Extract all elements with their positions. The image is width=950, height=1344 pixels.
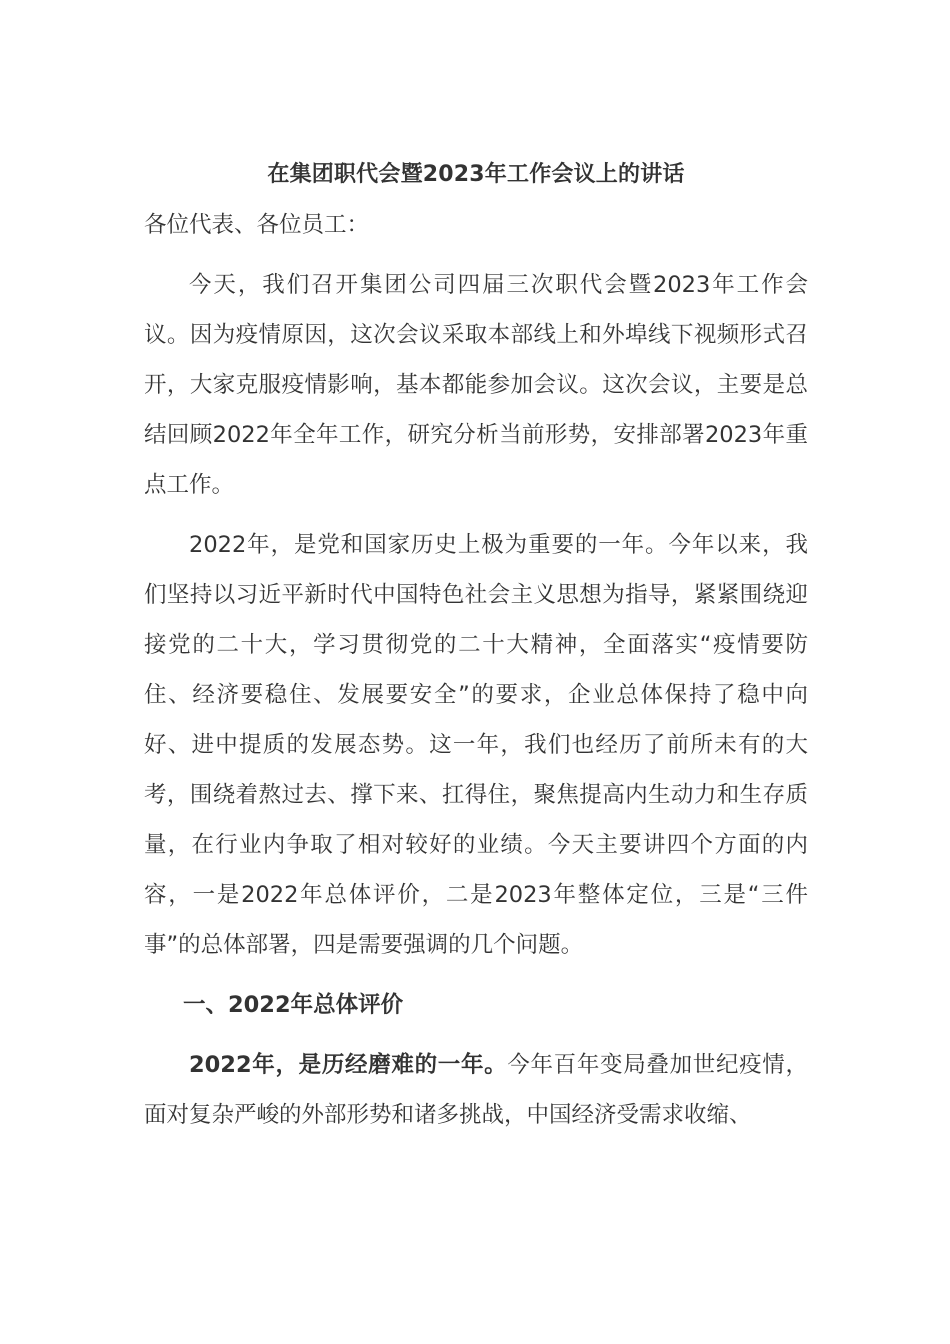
document-title: 在集团职代会暨2023年工作会议上的讲话 xyxy=(267,162,685,187)
document-page xyxy=(144,150,808,1150)
paragraph-body-text: 今年百年变局叠加世纪疫情，面对复杂严峻的外部形势和诸多挑战，中国经济受需求收缩、 xyxy=(144,1052,808,1128)
paragraph-opening: 今天，我们召开集团公司四届三次职代会暨2023年工作会议。因为疫情原因，这次会议采取本部线上和外埠线下视频形式召开，大家克服疫情影响，基本都能参加会议。这次会议，主要是总结回顾2022年全年工作，研究分析当前形势，安排部署2023年重点工作。 xyxy=(144,272,808,498)
paragraph-lead-sentence: 2022年，是历经磨难的一年。 xyxy=(189,1052,508,1078)
salutation: 各位代表、各位员工： xyxy=(144,212,370,238)
section-heading-2022-evaluation: 一、2022年总体评价 xyxy=(183,992,404,1018)
paragraph-section-one xyxy=(144,1040,808,1140)
paragraph-overview: 2022年，是党和国家历史上极为重要的一年。今年以来，我们坚持以习近平新时代中国特色社会主义思想为指导，紧紧围绕迎接党的二十大，学习贯彻党的二十大精神，全面落实“疫情要防住、经济要稳住、发展要安全”的要求，企业总体保持了稳中向好、进中提质的发展态势。这一年，我们也经历了前所未有的大考，围绕着熬过去、撑下来、扛得住，聚焦提高内生动力和生存质量，在行业内争取了相对较好的业绩。今天主要讲四个方面的内容，一是2022年总体评价，二是2023年整体定位，三是“三件事”的总体部署，四是需要强调的几个问题。 xyxy=(144,532,808,958)
